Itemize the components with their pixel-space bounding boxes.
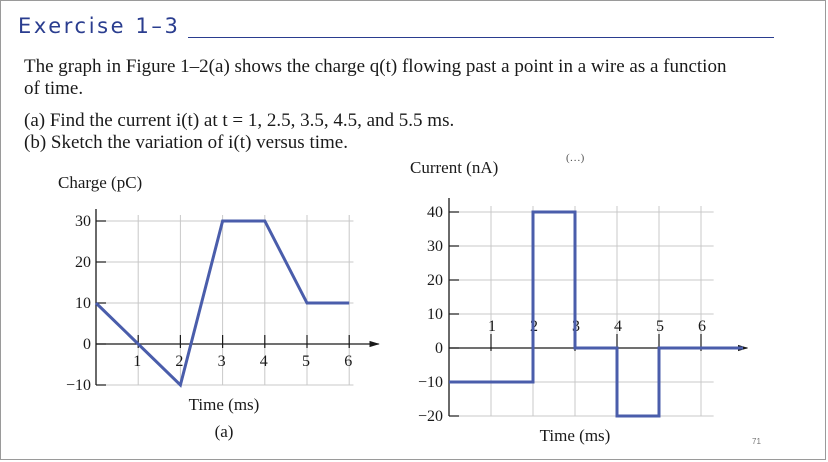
charge-chart-ytick-label: 10 [75,295,91,312]
current-chart-xlabel: Time (ms) [539,426,611,445]
current-chart-xtick-label: 4 [614,318,622,335]
current-chart-ytick-label: −10 [417,374,443,391]
current-chart-grid [449,206,714,416]
charge-chart-xtick-label: 1 [133,353,142,370]
charge-chart [58,173,379,441]
charge-chart-ytick-label: 30 [75,213,91,230]
charge-chart-panel-label: (a) [214,422,234,441]
current-chart [410,158,747,445]
charge-chart-xtick-label: 3 [217,353,226,370]
current-chart-ytick-label: −20 [417,408,443,425]
current-chart-ylabel: Current (nA) [410,158,499,177]
current-chart-xtick-label: 6 [698,318,706,335]
current-chart-ytick-label: 0 [435,340,443,357]
charge-chart-xtick-label: 4 [259,353,268,370]
statement-line-2: of time. [24,78,84,99]
current-chart-xtick-label: 2 [530,318,538,335]
current-chart-ytick-label: 10 [427,306,443,323]
charge-chart-ytick-label: 0 [83,336,91,353]
charge-chart-xtick-label: 6 [344,353,353,370]
part-a-text: (a) Find the current i(t) at t = 1, 2.5, 3.5, 4.5, and 5.5 ms. [24,110,455,131]
current-chart-ytick-label: 40 [427,204,443,221]
statement-line-1: The graph in Figure 1–2(a) shows the charge q(t) flowing past a point in a wire as a function [24,56,727,77]
charge-chart-ylabel: Charge (pC) [58,173,143,192]
charge-chart-xtick-label: 5 [302,353,310,370]
part-b-text: (b) Sketch the variation of i(t) versus time. [24,132,348,153]
current-chart-ytick-label: 20 [427,272,443,289]
page-number: 71 [752,437,761,446]
current-chart-ytick-label: 30 [427,238,443,255]
current-chart-xtick-label: 5 [656,318,664,335]
current-chart-xtick-label: 3 [572,318,580,335]
charge-chart-ytick-label: 20 [75,254,91,271]
current-chart-xtick-label: 1 [488,318,496,335]
charge-chart-xlabel: Time (ms) [188,395,260,414]
exercise-title: Exercise 1–3 [18,14,181,38]
charge-chart-ytick-label: −10 [65,377,91,394]
charge-chart-xtick-label: 2 [175,353,184,370]
stray-mark: (…) [566,152,585,164]
